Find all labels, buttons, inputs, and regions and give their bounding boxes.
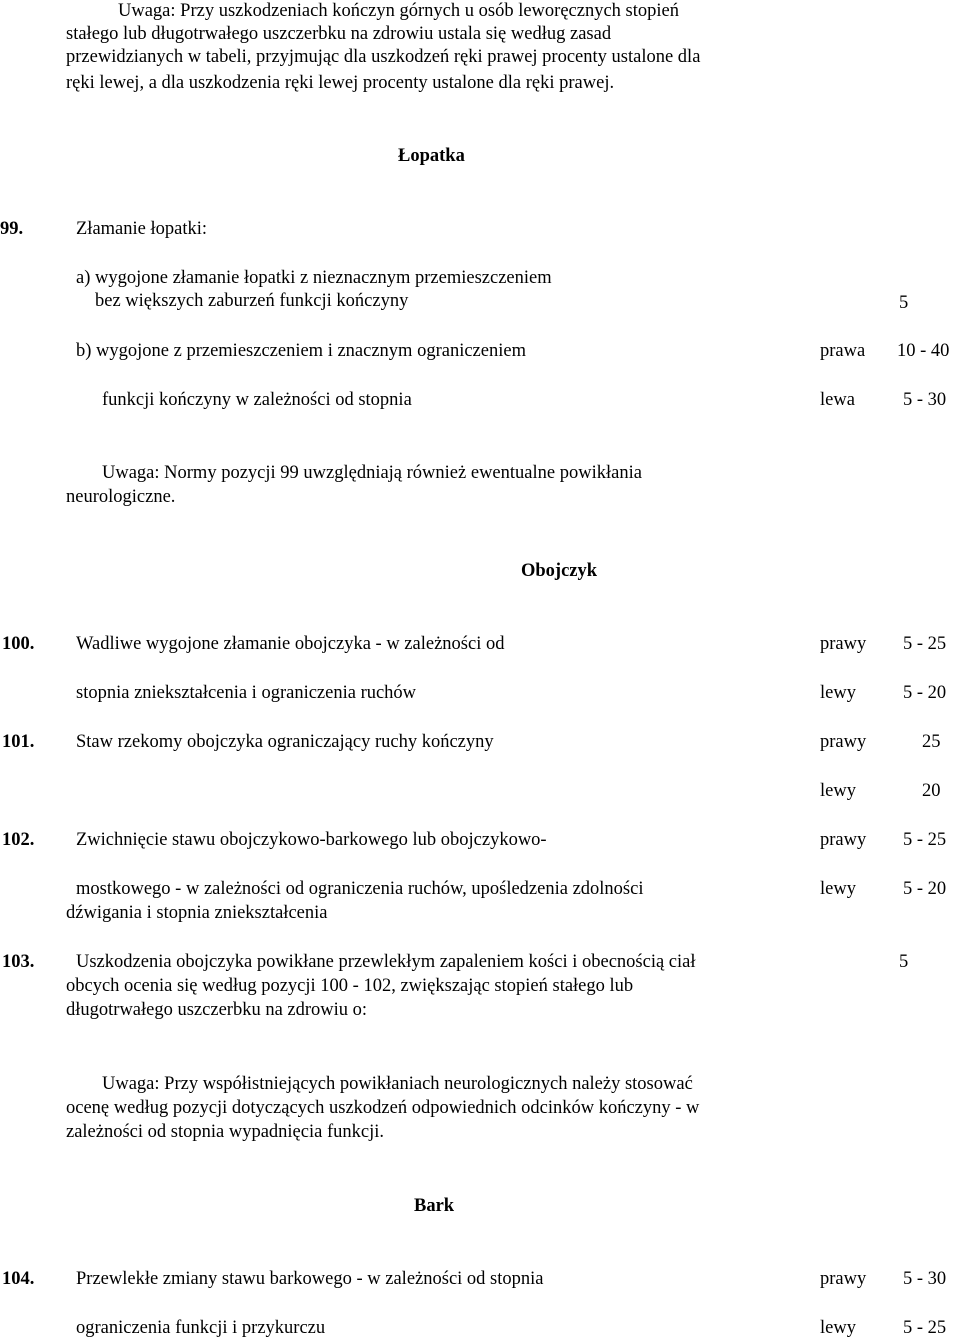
intro-note-line-2: stałego lub długotrwałego uszczerbku na zdrowiu ustala się według zasad xyxy=(66,24,612,44)
item-99-b-side-2: lewa xyxy=(820,390,855,410)
item-103-value: 5 xyxy=(899,952,909,972)
item-101-value-2: 20 xyxy=(922,781,941,801)
intro-note-line-3: przewidzianych w tabeli, przyjmując dla uszkodzeń ręki prawej procenty ustalone dla xyxy=(66,47,701,67)
item-104-line-1: Przewlekłe zmiany stawu barkowego - w zależności od stopnia xyxy=(76,1269,544,1289)
item-102-value-2: 5 - 20 xyxy=(903,879,947,899)
item-100-side-1: prawy xyxy=(820,634,867,654)
item-99-a-line-1: a) wygojone złamanie łopatki z nieznacznym przemieszczeniem xyxy=(76,268,552,288)
item-100-line-2: stopnia zniekształcenia i ograniczenia ruchów xyxy=(76,683,417,703)
item-102-number: 102. xyxy=(2,830,35,850)
item-104-number: 104. xyxy=(2,1269,35,1289)
item-99-a-line-2: bez większych zaburzeń funkcji kończyny xyxy=(95,291,409,311)
item-99-b-line-1: b) wygojone z przemieszczeniem i znacznym ograniczeniem xyxy=(76,341,526,361)
item-99-b-value-2: 5 - 30 xyxy=(903,390,947,410)
intro-note-line-4: ręki lewej, a dla uszkodzenia ręki lewej procenty ustalone dla ręki prawej. xyxy=(66,73,615,93)
section-heading-obojczyk: Obojczyk xyxy=(521,561,598,581)
item-102-line-3: dźwigania i stopnia zniekształcenia xyxy=(66,903,328,923)
item-104-value-1: 5 - 30 xyxy=(903,1269,947,1289)
item-99-b-value-1: 10 - 40 xyxy=(897,341,950,361)
item-102-side-1: prawy xyxy=(820,830,867,850)
item-103-note-line-3: zależności od stopnia wypadnięcia funkcji. xyxy=(66,1122,384,1142)
item-99-note-line-2: neurologiczne. xyxy=(66,487,176,507)
item-102-line-2: mostkowego - w zależności od ograniczenia ruchów, upośledzenia zdolności xyxy=(76,879,644,899)
item-104-value-2: 5 - 25 xyxy=(903,1318,947,1338)
item-100-line-1: Wadliwe wygojone złamanie obojczyka - w zależności od xyxy=(76,634,505,654)
item-101-side-1: prawy xyxy=(820,732,867,752)
item-102-line-1: Zwichnięcie stawu obojczykowo-barkowego lub obojczykowo- xyxy=(76,830,547,850)
item-99-b-side-1: prawa xyxy=(820,341,866,361)
item-102-value-1: 5 - 25 xyxy=(903,830,947,850)
item-100-value-1: 5 - 25 xyxy=(903,634,947,654)
item-100-number: 100. xyxy=(2,634,35,654)
item-103-line-1: Uszkodzenia obojczyka powikłane przewlekłym zapaleniem kości i obecnością ciał xyxy=(76,952,696,972)
item-101-value-1: 25 xyxy=(922,732,941,752)
item-103-note-line-2: ocenę według pozycji dotyczących uszkodzeń odpowiednich odcinków kończyny - w xyxy=(66,1098,700,1118)
item-103-note-line-1: Uwaga: Przy współistniejących powikłaniach neurologicznych należy stosować xyxy=(102,1074,693,1094)
item-99-b-line-2: funkcji kończyny w zależności od stopnia xyxy=(102,390,412,410)
item-100-side-2: lewy xyxy=(820,683,856,703)
item-100-value-2: 5 - 20 xyxy=(903,683,947,703)
item-101-side-2: lewy xyxy=(820,781,856,801)
item-104-side-1: prawy xyxy=(820,1269,867,1289)
item-99-number: 99. xyxy=(0,219,24,239)
section-heading-lopatka: Łopatka xyxy=(398,146,465,166)
item-104-side-2: lewy xyxy=(820,1318,856,1338)
item-102-side-2: lewy xyxy=(820,879,856,899)
section-heading-bark: Bark xyxy=(414,1196,455,1216)
item-103-number: 103. xyxy=(2,952,35,972)
item-99-note-line-1: Uwaga: Normy pozycji 99 uwzględniają również ewentualne powikłania xyxy=(102,463,642,483)
item-99-a-value: 5 xyxy=(899,293,909,313)
item-104-line-2: ograniczenia funkcji i przykurczu xyxy=(76,1318,326,1338)
item-99-title: Złamanie łopatki: xyxy=(76,219,207,239)
item-103-line-3: długotrwałego uszczerbku na zdrowiu o: xyxy=(66,1000,368,1020)
item-101-line-1: Staw rzekomy obojczyka ograniczający ruchy kończyny xyxy=(76,732,494,752)
intro-note-line-1: Uwaga: Przy uszkodzeniach kończyn górnych u osób leworęcznych stopień xyxy=(118,1,679,21)
item-103-line-2: obcych ocenia się według pozycji 100 - 102, zwiększając stopień stałego lub xyxy=(66,976,634,996)
item-101-number: 101. xyxy=(2,732,35,752)
